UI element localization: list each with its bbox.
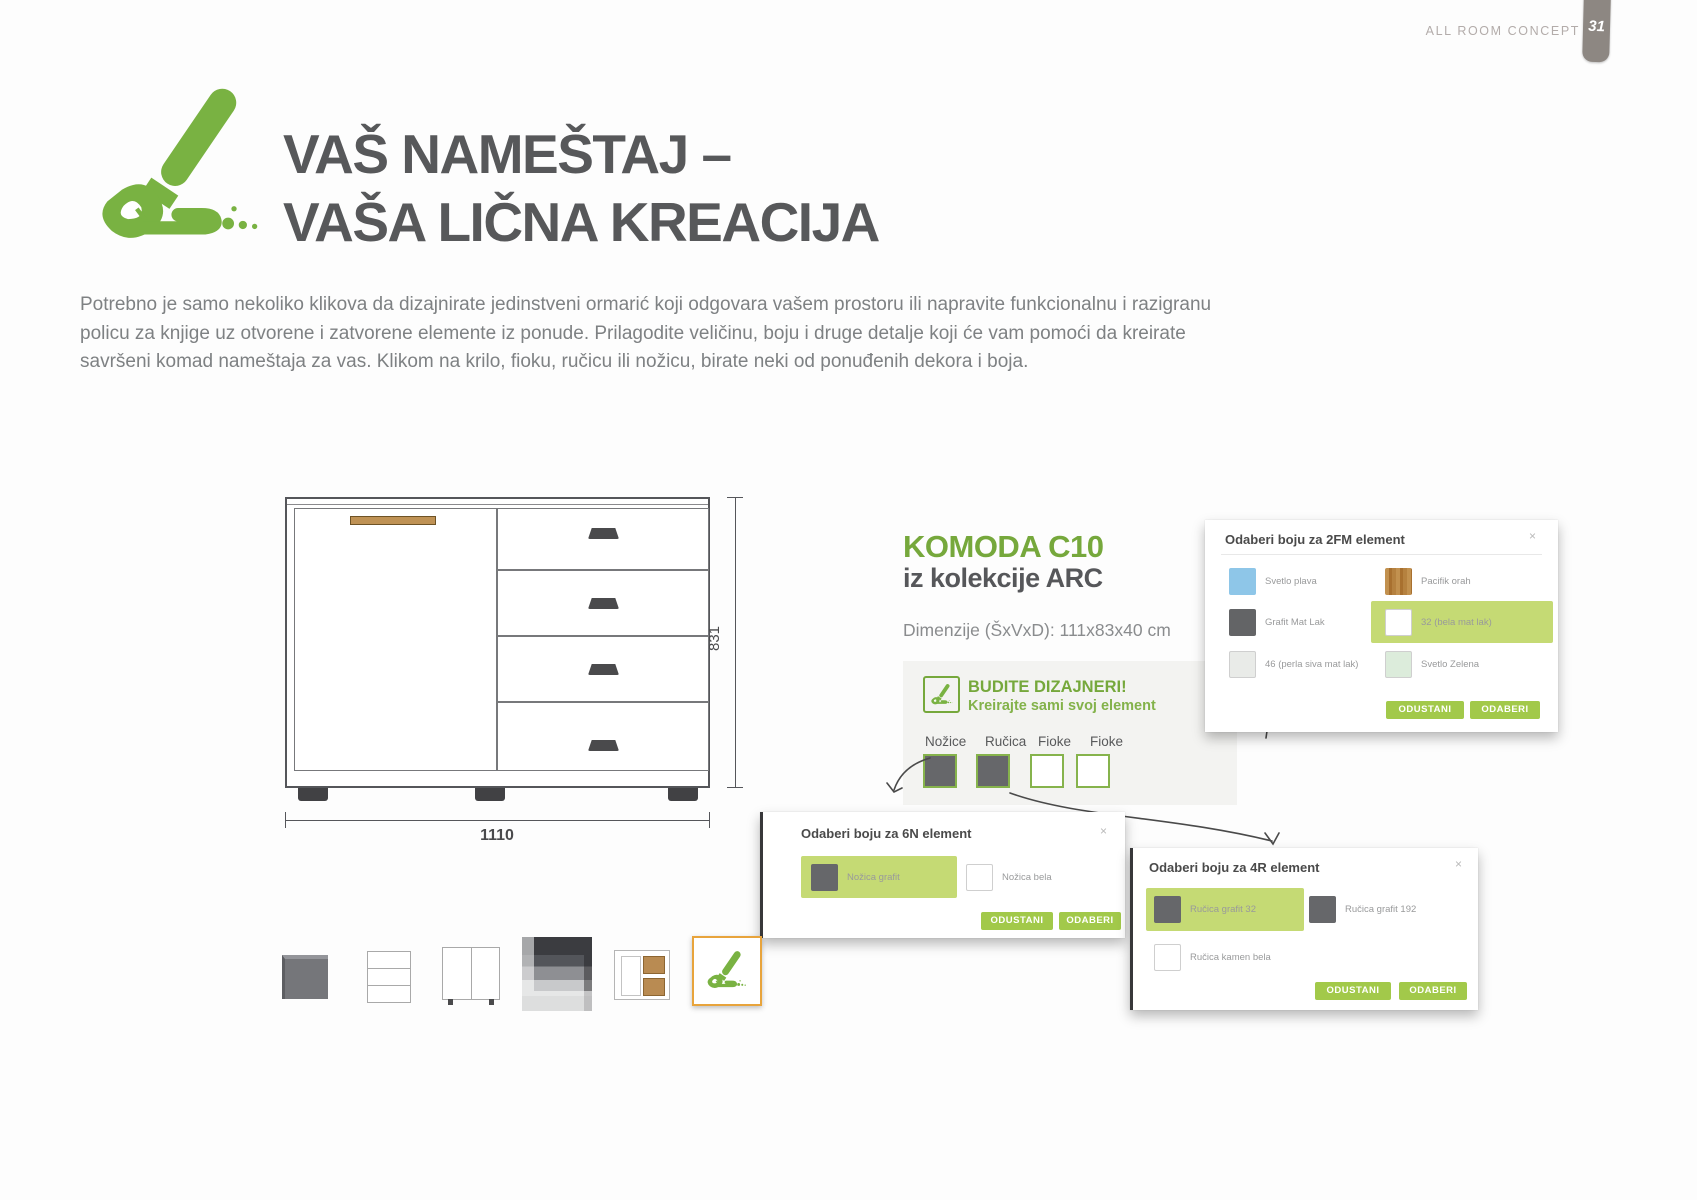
paintbrush-logo-icon — [92, 88, 270, 250]
width-dimension-label: 1110 — [480, 827, 514, 844]
cabinet-foot-left[interactable] — [298, 788, 328, 801]
shelf-line — [368, 968, 410, 969]
page-number-ribbon — [1582, 0, 1611, 62]
dialog-4r — [1130, 848, 1478, 1010]
header-brand-label: ALL ROOM CONCEPT — [1425, 24, 1580, 38]
height-dimension-label: 831 — [706, 625, 724, 652]
confirm-button[interactable]: ODABERI — [1059, 912, 1121, 930]
designer-title: BUDITE DIZAJNERI! — [968, 678, 1127, 696]
color-option-rucica-grafit-32-selected[interactable]: Ručica grafit 32 — [1146, 888, 1304, 931]
cabinet-foot-right[interactable] — [668, 788, 698, 801]
wood-color-swatch — [1385, 568, 1412, 595]
intro-paragraph: Potrebno je samo nekoliko klikova da dizajnirate jedinstveni ormarić koji odgovara vašem prostoru ili napravite funkcionalnu i razigranu policu za knjige uz otvorene i zatvorene elemente iz ponude. Prilagodite veličinu, boju i druge detalje koji će vam pomoći da kreirate savršeni komad nameštaja za vas. Klikom na krilo, fioku, ručicu ili nožicu, birate neki od ponuđenih dekora i boja. — [80, 294, 1212, 372]
part-swatch-fioke-2[interactable] — [1076, 754, 1110, 788]
designer-brush-icon-box — [923, 676, 960, 713]
wood-drawer — [643, 956, 665, 974]
thumbnail-two-door-cabinet[interactable] — [442, 947, 500, 1000]
dimension-tick — [727, 787, 743, 788]
drawer-handle-2[interactable] — [588, 598, 619, 609]
cabinet-door[interactable] — [294, 508, 497, 771]
designer-panel — [903, 661, 1237, 805]
paintbrush-icon — [930, 684, 954, 706]
color-swatch — [1154, 896, 1181, 923]
drawer-handle-4[interactable] — [588, 740, 619, 751]
color-option-nozica-bela[interactable]: Nožica bela — [966, 856, 1116, 898]
confirm-button[interactable]: ODABERI — [1399, 982, 1467, 1000]
product-collection: iz kolekcije ARC — [903, 563, 1103, 593]
width-dimension-line — [285, 820, 710, 821]
dimension-tick — [709, 812, 710, 828]
dialog-4r-title: Odaberi boju za 4R element — [1149, 860, 1320, 875]
dimension-tick — [285, 812, 286, 828]
color-swatch — [1229, 609, 1256, 636]
product-name: KOMODA C10 — [903, 529, 1104, 564]
part-label-fioke-1: Fioke — [1038, 734, 1072, 749]
drawer-handle-1[interactable] — [588, 528, 619, 539]
cabinet-top-edge — [287, 504, 708, 505]
door-split-line — [471, 948, 472, 999]
color-swatch — [966, 864, 993, 891]
product-dimensions: Dimenzije (ŠxVxD): 111x83x40 cm — [903, 620, 1171, 640]
color-option-nozica-grafit-selected[interactable]: Nožica grafit — [801, 856, 957, 898]
color-swatch — [1229, 568, 1256, 595]
color-option-rucica-grafit-192[interactable]: Ručica grafit 192 — [1309, 888, 1474, 931]
height-dimension-line — [735, 497, 736, 788]
color-option-rucica-kamen-bela[interactable]: Ručica kamen bela — [1146, 936, 1304, 979]
color-option-grafit-mat-lak[interactable]: Grafit Mat Lak — [1229, 601, 1369, 643]
shelf-line — [368, 985, 410, 986]
color-swatch — [1154, 944, 1181, 971]
divider — [1221, 554, 1542, 555]
part-swatch-nozice[interactable] — [923, 754, 957, 788]
leg — [489, 999, 494, 1005]
color-option-svetlo-zelena[interactable]: Svetlo Zelena — [1371, 643, 1553, 685]
color-swatch — [1229, 651, 1256, 678]
leg — [448, 999, 453, 1005]
thumbnail-komoda-wood[interactable] — [614, 950, 670, 1000]
color-swatch — [1309, 896, 1336, 923]
cabinet-foot-middle[interactable] — [475, 788, 505, 801]
door-outline — [621, 956, 641, 996]
part-label-nozice: Nožice — [925, 734, 967, 749]
thumbnail-open-shelf[interactable] — [367, 951, 411, 1003]
close-icon[interactable]: × — [1454, 857, 1462, 871]
color-option-pacifik-orah[interactable]: Pacifik orah — [1371, 560, 1553, 602]
confirm-button[interactable]: ODABERI — [1470, 701, 1540, 719]
page-title-line2: VAŠA LIČNA KREACIJA — [283, 191, 879, 253]
thumbnail-room-photo[interactable] — [522, 937, 592, 1011]
color-option-svetlo-plava[interactable]: Svetlo plava — [1229, 560, 1369, 602]
color-swatch — [1385, 609, 1412, 636]
page-title-line1: VAŠ NAMEŠTAJ – — [283, 123, 731, 185]
dimension-tick — [727, 497, 743, 498]
part-swatch-rucica[interactable] — [976, 754, 1010, 788]
designer-subtitle: Kreirajte sami svoj element — [968, 698, 1156, 714]
part-label-rucica: Ručica — [985, 734, 1027, 749]
cancel-button[interactable]: ODUSTANI — [1386, 701, 1464, 719]
dialog-2fm-title: Odaberi boju za 2FM element — [1225, 532, 1405, 547]
color-option-32-bela-selected[interactable]: 32 (bela mat lak) — [1371, 601, 1553, 643]
paintbrush-icon — [705, 951, 749, 991]
part-swatch-fioke-1[interactable] — [1030, 754, 1064, 788]
color-swatch — [1385, 651, 1412, 678]
dialog-6n — [760, 812, 1125, 938]
page-number: 31 — [1588, 17, 1606, 36]
drawer-4[interactable] — [497, 702, 709, 771]
furniture-drawing — [270, 490, 810, 860]
color-swatch — [811, 864, 838, 891]
dialog-2fm — [1205, 520, 1558, 732]
thumbnail-design-your-own-selected[interactable] — [692, 936, 762, 1006]
part-label-fioke-2: Fioke — [1090, 734, 1124, 749]
door-handle[interactable] — [350, 516, 436, 525]
drawer-1[interactable] — [497, 508, 709, 570]
cancel-button[interactable]: ODUSTANI — [1315, 982, 1391, 1000]
wood-drawer — [643, 978, 665, 996]
thumbnail-dark-cabinet[interactable] — [282, 955, 328, 999]
close-icon[interactable]: × — [1099, 824, 1107, 838]
drawer-handle-3[interactable] — [588, 664, 619, 675]
dialog-6n-title: Odaberi boju za 6N element — [801, 826, 972, 841]
color-option-46-perla-siva[interactable]: 46 (perla siva mat lak) — [1229, 643, 1369, 685]
cancel-button[interactable]: ODUSTANI — [981, 912, 1053, 930]
close-icon[interactable]: × — [1528, 529, 1536, 543]
